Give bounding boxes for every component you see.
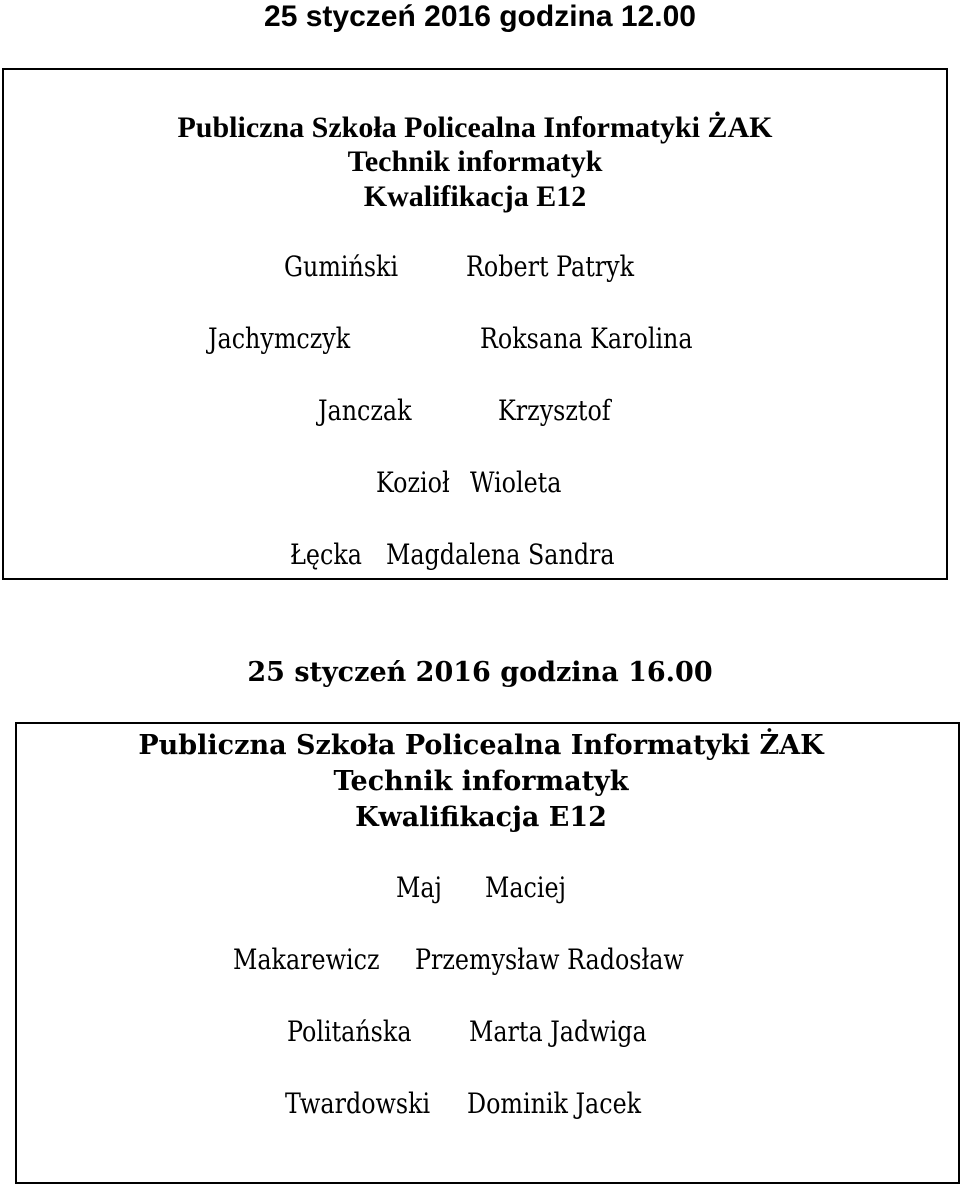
- student-surname: Maj: [396, 871, 442, 904]
- school-name: Publiczna Szkoła Policealna Informatyki ŻAK: [138, 730, 824, 761]
- student-first-names: Roksana Karolina: [480, 322, 693, 355]
- session-1-box: [2, 68, 948, 580]
- session-2-box: [15, 722, 960, 1184]
- student-surname: Makarewicz: [233, 943, 380, 976]
- student-first-names: Dominik Jacek: [467, 1087, 642, 1120]
- student-first-names: Wioleta: [470, 466, 562, 499]
- student-surname: Gumiński: [284, 250, 399, 283]
- student-first-names: Robert Patryk: [466, 250, 635, 283]
- student-first-names: Magdalena Sandra: [386, 538, 615, 571]
- student-first-names: Krzysztof: [498, 394, 611, 427]
- student-first-names: Maciej: [485, 871, 566, 904]
- student-first-names: Marta Jadwiga: [469, 1015, 647, 1048]
- student-surname: Łęcka: [290, 538, 362, 571]
- student-surname: Jachymczyk: [208, 322, 351, 355]
- session-2-heading: 25 styczeń 2016 godzina 16.00: [247, 657, 713, 688]
- student-first-names: Przemysław Radosław: [415, 943, 684, 976]
- qualification: Kwalifikacja E12: [363, 180, 587, 213]
- school-name: Publiczna Szkoła Policealna Informatyki ŻAK: [177, 111, 773, 144]
- qualification: Kwalifikacja E12: [355, 802, 607, 833]
- student-surname: Politańska: [287, 1015, 412, 1048]
- session-1-heading: 25 styczeń 2016 godzina 12.00: [264, 0, 696, 33]
- profession: Technik informatyk: [333, 766, 629, 797]
- student-surname: Twardowski: [285, 1087, 431, 1120]
- student-surname: Janczak: [318, 394, 412, 427]
- student-surname: Kozioł: [376, 466, 450, 499]
- profession: Technik informatyk: [347, 145, 603, 178]
